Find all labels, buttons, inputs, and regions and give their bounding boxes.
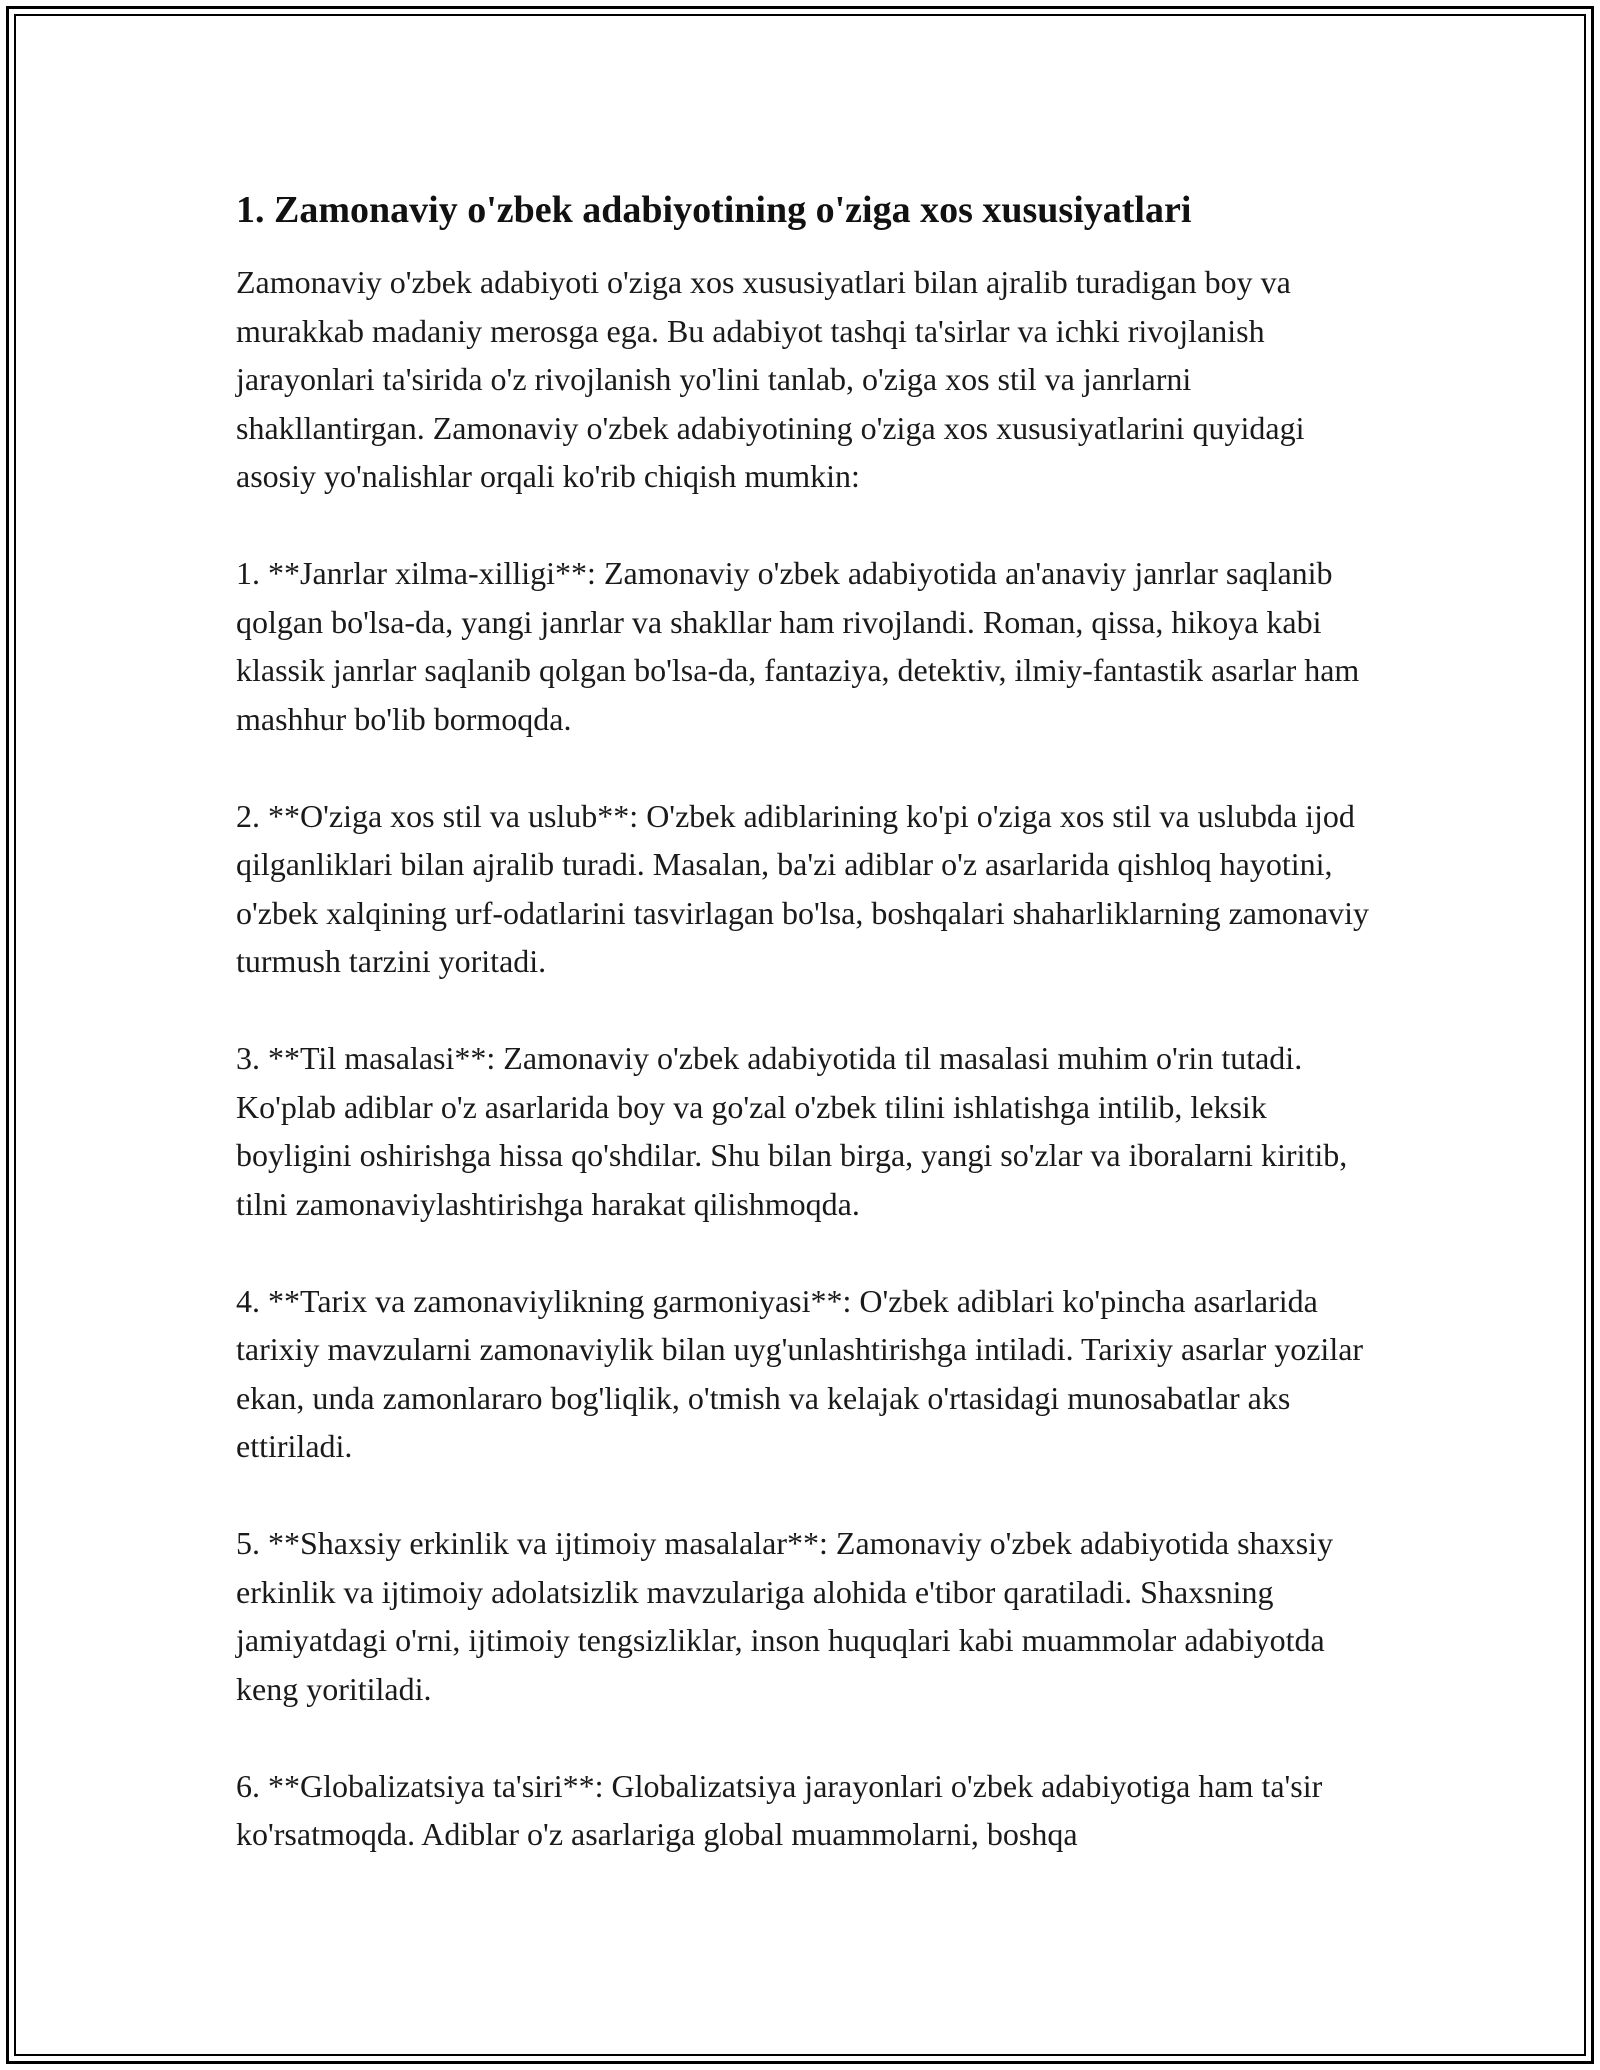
- paragraph-janrlar: 1. **Janrlar xilma-xilligi**: Zamonaviy o'zbek adabiyotida an'anaviy janrlar saqlanib qolgan bo'lsa-da, yangi janrlar va shakllar ham rivojlandi. Roman, qissa, hikoya kabi klassik janrlar saqlanib qolgan bo'lsa-da, fantaziya, detektiv, ilmiy-fantastik asarlar ham mashhur bo'lib bormoqda.: [236, 555, 1360, 737]
- paragraph-shaxsiy: 5. **Shaxsiy erkinlik va ijtimoiy masalalar**: Zamonaviy o'zbek adabiyotida shaxsiy erkinlik va ijtimoiy adolatsizlik mavzulariga alohida e'tibor qaratiladi. Shaxsning jamiyatdagi o'rni, ijtimoiy tengsizliklar, inson huquqlari kabi muammolar adabiyotda keng yoritiladi.: [236, 1525, 1334, 1707]
- document-body: [236, 186, 1386, 1907]
- paragraph-til: 3. **Til masalasi**: Zamonaviy o'zbek adabiyotida til masalasi muhim o'rin tutadi. Ko'plab adiblar o'z asarlarida boy va go'zal o'zbek tilini ishlatishga intilib, leksik boyligini oshirishga hissa qo'shdilar. Shu bilan birga, yangi so'zlar va iboralarni kiritib, tilni zamonaviylashtirishga harakat qilishmoqda.: [236, 1040, 1348, 1222]
- paragraph-globalizatsiya: 6. **Globalizatsiya ta'siri**: Globalizatsiya jarayonlari o'zbek adabiyotiga ham ta'sir ko'rsatmoqda. Adiblar o'z asarlariga global muammolarni, boshqa: [236, 1767, 1323, 1852]
- paragraph-tarix: 4. **Tarix va zamonaviylikning garmoniyasi**: O'zbek adiblari ko'pincha asarlarida tarixiy mavzularni zamonaviylik bilan uyg'unlashtirishga intiladi. Tarixiy asarlar yozilar ekan, unda zamonlararo bog'liqlik, o'tmish va kelajak o'rtasidagi munosabatlar aks ettiriladi.: [236, 1282, 1364, 1464]
- page-title: 1. Zamonaviy o'zbek adabiyotining o'ziga xos xususiyatlari: [236, 189, 1192, 231]
- paragraph-stil: 2. **O'ziga xos stil va uslub**: O'zbek adiblarining ko'pi o'ziga xos stil va uslubda ijod qilganliklari bilan ajralib turadi. Masalan, ba'zi adiblar o'z asarlarida qishloq hayotini, o'zbek xalqining urf-odatlarini tasvirlagan bo'lsa, boshqalari shaharliklarning zamonaviy turmush tarzini yoritadi.: [236, 797, 1369, 979]
- intro-paragraph: Zamonaviy o'zbek adabiyoti o'ziga xos xususiyatlari bilan ajralib turadigan boy va murakkab madaniy merosga ega. Bu adabiyot tashqi ta'sirlar va ichki rivojlanish jarayonlari ta'sirida o'z rivojlanish yo'lini tanlab, o'ziga xos stil va janrlarni shakllantirgan. Zamonaviy o'zbek adabiyotining o'ziga xos xususiyatlarini quyidagi asosiy yo'nalishlar orqali ko'rib chiqish mumkin:: [236, 264, 1305, 494]
